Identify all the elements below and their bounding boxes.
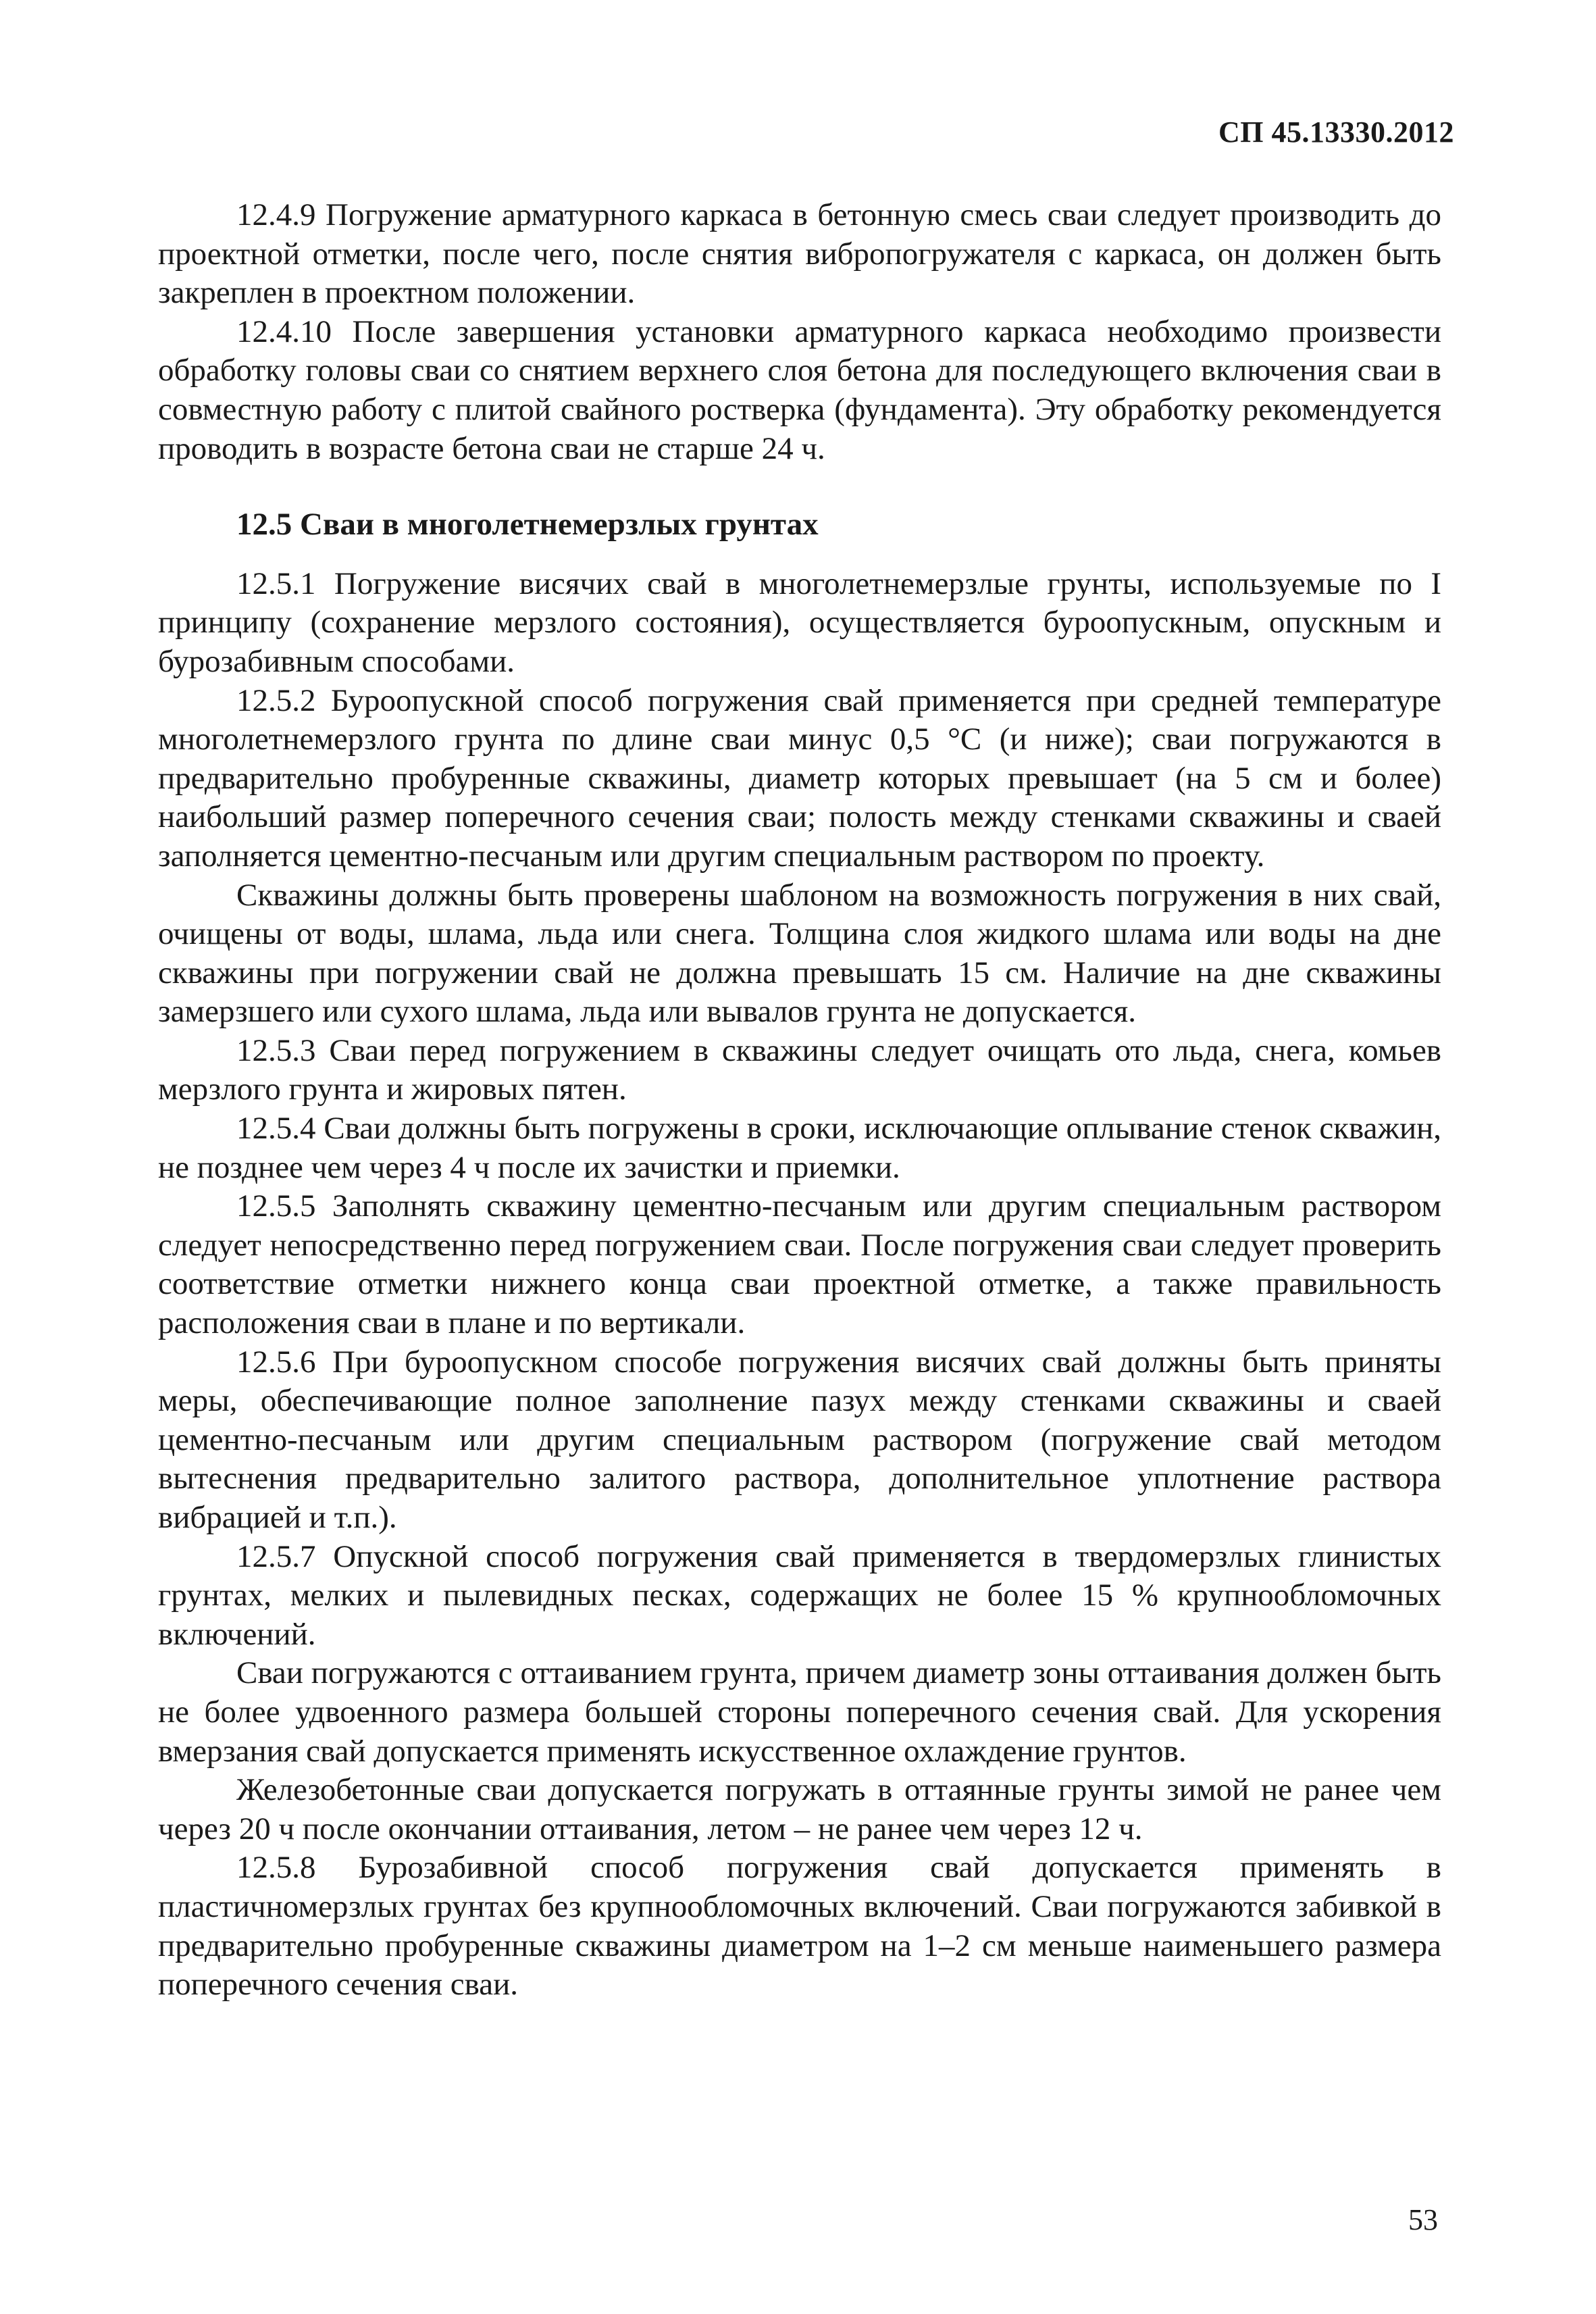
paragraph-12-4-9: 12.4.9 Погружение арматурного каркаса в бетонную смесь сваи следует производить до проектной отметки, после чего, после снятия вибропогружателя с каркаса, он должен быть закреплен в проектном положении. xyxy=(158,197,1441,311)
paragraph-12-5-7-continued: Сваи погружаются с оттаиванием грунта, причем диаметр зоны оттаивания должен быть не более удвоенного размера большей стороны поперечного сечения свай. Для ускорения вмерзания свай допускается применять искусственное охлаждение грунтов. xyxy=(158,1655,1441,1769)
paragraph-12-5-7-note: Железобетонные сваи допускается погружать в оттаянные грунты зимой не ранее чем через 20 ч после окончании оттаивания, летом – не ранее чем через 12 ч. xyxy=(158,1772,1441,1846)
paragraph-12-5-8: 12.5.8 Бурозабивной способ погружения свай допускается применять в пластичномерзлых грунтах без крупнообломочных включений. Сваи погружаются забивкой в предварительно пробуренные скважины диаметром на 1–2 см меньше наименьшего размера поперечного сечения сваи. xyxy=(158,1850,1441,2003)
page-number: 53 xyxy=(1408,2203,1438,2236)
paragraph-12-5-4: 12.5.4 Сваи должны быть погружены в сроки, исключающие оплывание стенок скважин, не позднее чем через 4 ч после их зачистки и приемки. xyxy=(158,1111,1441,1185)
document-code: СП 45.13330.2012 xyxy=(1218,116,1454,149)
section-heading-12-5: 12.5 Сваи в многолетнемерзлых грунтах xyxy=(236,507,819,543)
paragraph-12-5-3: 12.5.3 Сваи перед погружением в скважины следует очищать ото льда, снега, комьев мерзлого грунта и жировых пятен. xyxy=(158,1032,1441,1107)
paragraph-12-5-1: 12.5.1 Погружение висячих свай в многолетнемерзлые грунты, используемые по I принципу (сохранение мерзлого состояния), осуществляется буроопускным, опускным и бурозабивным способами. xyxy=(158,565,1441,679)
paragraph-12-4-10: 12.4.10 После завершения установки арматурного каркаса необходимо произвести обработку головы сваи со снятием верхнего слоя бетона для последующего включения сваи в совместную работу с плитой свайного ростверка (фундамента). Эту обработку рекомендуется проводить в возрасте бетона сваи не старше 24 ч. xyxy=(158,313,1441,466)
paragraph-12-5-2: 12.5.2 Буроопускной способ погружения свай применяется при средней температуре многолетнемерзлого грунта по длине сваи минус 0,5 °С (и ниже); сваи погружаются в предварительно пробуренные скважины, диаметр которых превышает (на 5 см и более) наибольший размер поперечного сечения сваи; полость между стенками скважины и сваей заполняется цементно-песчаным или другим специальным раствором по проекту. xyxy=(158,682,1441,874)
page-content xyxy=(158,196,1441,2005)
paragraph-12-5-6: 12.5.6 При буроопускном способе погружения висячих свай должны быть приняты меры, обеспечивающие полное заполнение пазух между стенками скважины и сваей цементно-песчаным или другим специальным раствором (погружение свай методом вытеснения предварительно залитого раствора, дополнительное уплотнение раствора вибрацией и т.п.). xyxy=(158,1344,1441,1535)
paragraph-12-5-2-continued: Скважины должны быть проверены шаблоном на возможность погружения в них свай, очищены от воды, шлама, льда или снега. Толщина слоя жидкого шлама или воды на дне скважины при погружении свай не должна превышать 15 см. Наличие на дне скважины замерзшего или сухого шлама, льда или вывалов грунта не допускается. xyxy=(158,877,1441,1030)
paragraph-12-5-7: 12.5.7 Опускной способ погружения свай применяется в твердомерзлых глинистых грунтах, мелких и пылевидных песках, содержащих не более 15 % крупнообломочных включений. xyxy=(158,1538,1441,1652)
paragraph-12-5-5: 12.5.5 Заполнять скважину цементно-песчаным или другим специальным раствором следует непосредственно перед погружением сваи. После погружения сваи следует проверить соответствие отметки нижнего конца сваи проектной отметке, а также правильность расположения сваи в плане и по вертикали. xyxy=(158,1188,1441,1341)
